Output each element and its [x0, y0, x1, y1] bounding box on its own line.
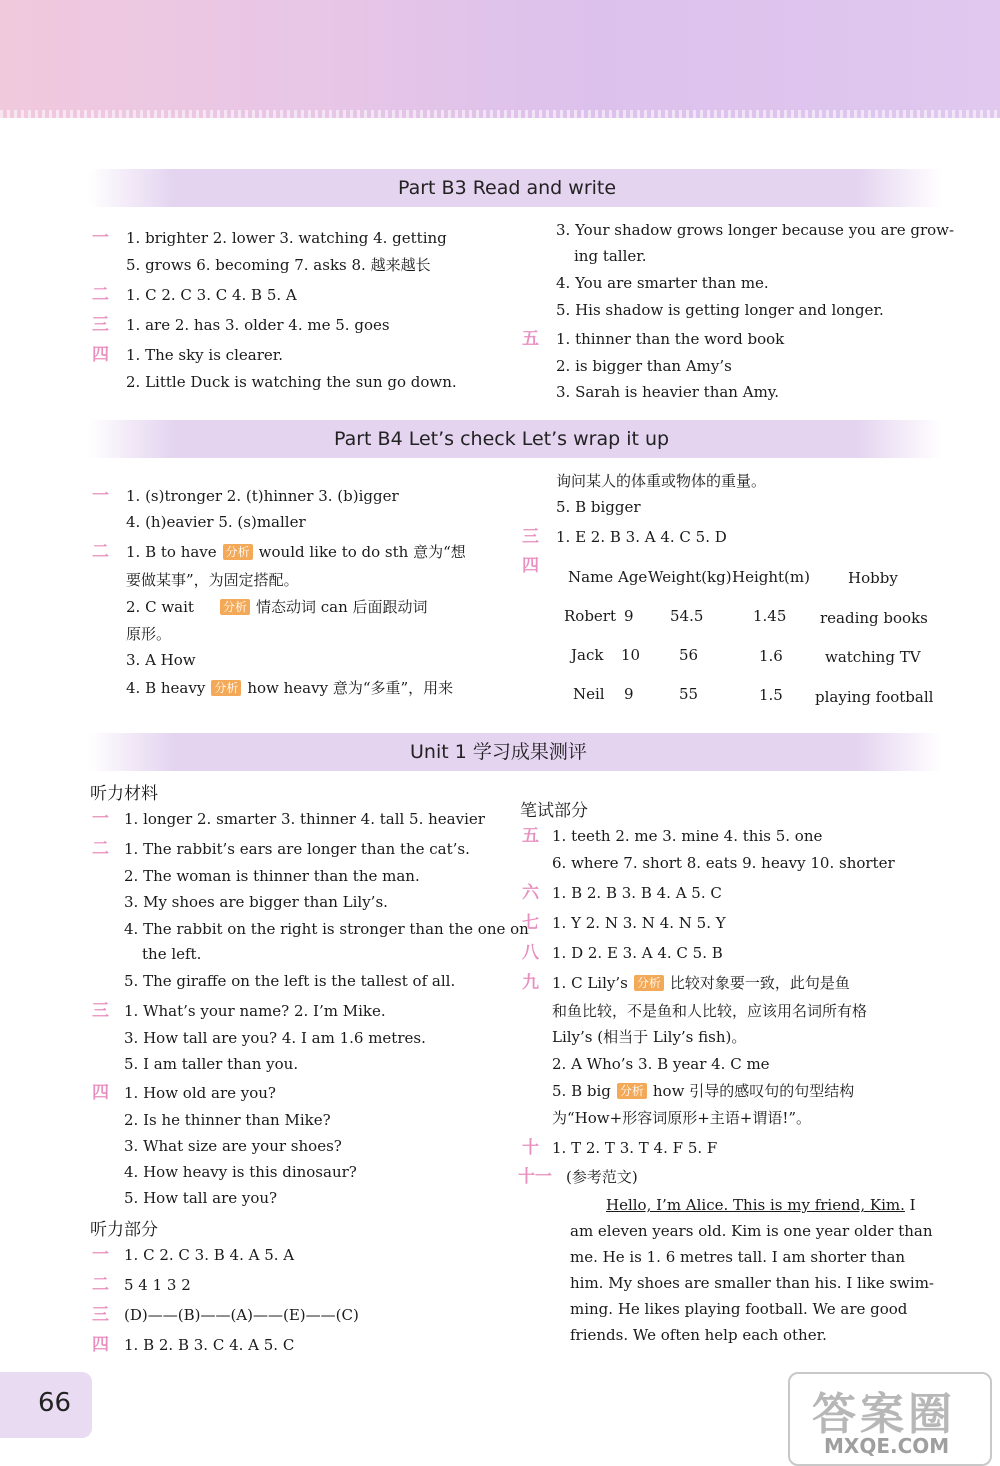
unit1-line: 1. B 2. B 3. B 4. A 5. C [552, 884, 722, 902]
unit1-line: 1. T 2. T 3. T 4. F 5. F [552, 1139, 718, 1157]
mark-three: 三 [522, 527, 539, 547]
table-cell: 1.5 [759, 686, 783, 704]
b4-line [126, 598, 428, 616]
unit1-line: the left. [142, 945, 202, 963]
unit1-line: 4. The rabbit on the right is stronger than the one on [124, 920, 529, 938]
table-cell: 1.45 [753, 607, 787, 625]
unit1-line: 3. What size are your shoes? [124, 1137, 342, 1155]
unit1-line: 1. D 2. E 3. A 4. C 5. B [552, 944, 723, 962]
mark-four: 四 [92, 1083, 109, 1103]
table-header: Name [568, 568, 614, 586]
unit1-line: (参考范文) [566, 1168, 638, 1186]
heading-written-part: 笔试部分 [520, 801, 588, 821]
essay-line: me. He is 1. 6 metres tall. I am shorter than [570, 1248, 906, 1266]
mark-three: 三 [92, 315, 109, 335]
table-cell: 54.5 [670, 607, 704, 625]
b3-line: 1. thinner than the word book [556, 330, 785, 348]
answer-text: 5. B big [552, 1082, 611, 1100]
unit1-line: 5. I am taller than you. [124, 1055, 299, 1073]
unit1-line: 1. teeth 2. me 3. mine 4. this 5. one [552, 827, 823, 845]
table-cell: watching TV [825, 648, 921, 666]
analysis-text: 情态动词 can 后面跟动词 [255, 598, 428, 616]
b3-line: 2. Little Duck is watching the sun go down. [126, 373, 457, 391]
watermark-url: MXQE.COM [824, 1434, 950, 1458]
table-cell: Jack [571, 646, 604, 664]
b4-line: 1. (s)tronger 2. (t)hinner 3. (b)igger [126, 487, 399, 505]
table-header: Height(m) [732, 568, 810, 586]
essay-text: I [904, 1196, 916, 1214]
mark-one: 一 [92, 228, 109, 248]
mark-six: 六 [522, 883, 539, 903]
heading-listening-material: 听力材料 [90, 784, 158, 804]
answer-text: 1. B to have [126, 543, 217, 561]
mark-one: 一 [92, 486, 109, 506]
unit1-line: 为“How+形容词原形+主语+谓语!”。 [552, 1109, 812, 1127]
page-number: 66 [38, 1388, 72, 1418]
table-cell: 9 [624, 685, 634, 703]
table-cell: playing football [815, 688, 934, 706]
b3-line: 1. brighter 2. lower 3. watching 4. getting [126, 229, 447, 247]
mark-one: 一 [92, 809, 109, 829]
section-bar-unit1 [88, 733, 942, 771]
table-cell: Neil [573, 685, 605, 703]
unit1-line: 1. How old are you? [124, 1084, 276, 1102]
essay-line: ming. He likes playing football. We are good [570, 1300, 908, 1318]
section-title-b4: Part B4 Let’s check Let’s wrap it up [334, 428, 670, 450]
header-band [0, 0, 1000, 118]
table-cell: 56 [679, 646, 699, 664]
unit1-line: 1. Y 2. N 3. N 4. N 5. Y [552, 914, 726, 932]
answer-text: 4. B heavy [126, 679, 206, 697]
table-cell: reading books [820, 609, 928, 627]
section-bar-b3 [88, 169, 942, 207]
section-bar-b4 [88, 420, 942, 458]
table-cell: 10 [621, 646, 641, 664]
essay-underlined: Hello, I’m Alice. This is my friend, Kim. [606, 1196, 905, 1214]
essay-line: friends. We often help each other. [570, 1326, 827, 1344]
unit1-line: 和鱼比较，不是鱼和人比较，应该用名词所有格 [552, 1002, 868, 1020]
unit1-line: 5 4 1 3 2 [124, 1276, 191, 1294]
header-band-edge [0, 110, 1000, 118]
mark-seven: 七 [522, 913, 539, 933]
unit1-line: 4. How heavy is this dinosaur? [124, 1163, 357, 1181]
b3-line: 5. His shadow is getting longer and longer. [556, 301, 884, 319]
unit1-line: 1. What’s your name? 2. I’m Mike. [124, 1002, 386, 1020]
essay-line [606, 1196, 916, 1214]
mark-four: 四 [92, 1335, 109, 1355]
mark-one: 一 [92, 1245, 109, 1265]
unit1-line: 1. B 2. B 3. C 4. A 5. C [124, 1336, 295, 1354]
table-header: Age [618, 568, 648, 586]
unit1-line: (D)——(B)——(A)——(E)——(C) [124, 1306, 359, 1324]
analysis-tag: 分析 [617, 1083, 647, 1099]
analysis-text: would like to do sth 意为“想 [258, 543, 466, 561]
b4-line: 1. E 2. B 3. A 4. C 5. D [556, 528, 727, 546]
mark-nine: 九 [522, 973, 539, 993]
b4-line: 5. B bigger [556, 498, 641, 516]
section-title-unit1: Unit 1 学习成果测评 [410, 741, 587, 763]
b3-line: 4. You are smarter than me. [556, 274, 769, 292]
unit1-line: Lily’s (相当于 Lily’s fish)。 [552, 1028, 747, 1046]
mark-eight: 八 [522, 943, 539, 963]
mark-three: 三 [92, 1305, 109, 1325]
mark-two: 二 [92, 542, 109, 562]
unit1-line: 3. My shoes are bigger than Lily’s. [124, 893, 388, 911]
unit1-line: 2. The woman is thinner than the man. [124, 867, 420, 885]
analysis-text: how heavy 意为“多重”，用来 [247, 679, 454, 697]
section-title-b3: Part B3 Read and write [398, 177, 617, 199]
unit1-line: 1. The rabbit’s ears are longer than the cat’s. [124, 840, 470, 858]
essay-line: am eleven years old. Kim is one year older than [570, 1222, 933, 1240]
table-header: Weight(kg) [648, 568, 732, 586]
unit1-line: 2. Is he thinner than Mike? [124, 1111, 331, 1129]
mark-five: 五 [522, 826, 539, 846]
table-cell: 55 [679, 685, 699, 703]
b4-line: 3. A How [126, 651, 196, 669]
analysis-tag: 分析 [634, 975, 664, 991]
mark-three: 三 [92, 1001, 109, 1021]
analysis-tag: 分析 [211, 680, 241, 696]
b4-line: 询问某人的体重或物体的重量。 [556, 472, 767, 490]
analysis-tag: 分析 [223, 544, 253, 560]
b4-line: 要做某事”，为固定搭配。 [126, 571, 299, 589]
unit1-line [552, 974, 850, 992]
table-cell: 1.6 [759, 647, 783, 665]
b3-line: 2. is bigger than Amy’s [556, 357, 732, 375]
unit1-line: 1. C 2. C 3. B 4. A 5. A [124, 1246, 295, 1264]
heading-listening-part: 听力部分 [90, 1220, 158, 1240]
unit1-line: 5. The giraffe on the left is the tallest of all. [124, 972, 456, 990]
essay-line: him. My shoes are smaller than his. I like swim- [570, 1274, 934, 1292]
answer-text: 2. C wait [126, 598, 194, 616]
b4-line [126, 679, 453, 697]
b3-line: ing taller. [574, 247, 647, 265]
table-header: Hobby [848, 569, 898, 587]
b3-line: 1. are 2. has 3. older 4. me 5. goes [126, 316, 390, 334]
b4-line [126, 543, 466, 561]
b3-line: 1. C 2. C 3. C 4. B 5. A [126, 286, 297, 304]
unit1-line [552, 1082, 854, 1100]
mark-five: 五 [522, 329, 539, 349]
analysis-text: 比较对象要一致，此句是鱼 [669, 974, 850, 992]
b3-line: 3. Your shadow grows longer because you are grow- [556, 221, 955, 239]
mark-four: 四 [522, 556, 539, 576]
analysis-text: how 引导的感叹句的句型结构 [652, 1082, 855, 1100]
b4-line: 原形。 [126, 625, 172, 643]
answer-text: 1. C Lily’s [552, 974, 628, 992]
b3-line: 3. Sarah is heavier than Amy. [556, 383, 780, 401]
table-cell: Robert [564, 607, 617, 625]
unit1-line: 6. where 7. short 8. eats 9. heavy 10. shorter [552, 854, 895, 872]
mark-two: 二 [92, 839, 109, 859]
mark-two: 二 [92, 285, 109, 305]
mark-two: 二 [92, 1275, 109, 1295]
unit1-line: 2. A Who’s 3. B year 4. C me [552, 1055, 770, 1073]
watermark-logo: 答案圈 [812, 1389, 956, 1440]
b4-line: 4. (h)eavier 5. (s)maller [126, 513, 306, 531]
table-cell: 9 [624, 607, 634, 625]
b3-line: 5. grows 6. becoming 7. asks 8. 越来越长 [126, 256, 431, 274]
unit1-line: 3. How tall are you? 4. I am 1.6 metres. [124, 1029, 426, 1047]
unit1-line: 1. longer 2. smarter 3. thinner 4. tall 5. heavier [124, 810, 485, 828]
b3-line: 1. The sky is clearer. [126, 346, 284, 364]
analysis-tag: 分析 [220, 599, 250, 615]
mark-four: 四 [92, 345, 109, 365]
mark-ten: 十 [522, 1138, 539, 1158]
unit1-line: 5. How tall are you? [124, 1189, 278, 1207]
mark-eleven: 十一 [518, 1167, 552, 1187]
